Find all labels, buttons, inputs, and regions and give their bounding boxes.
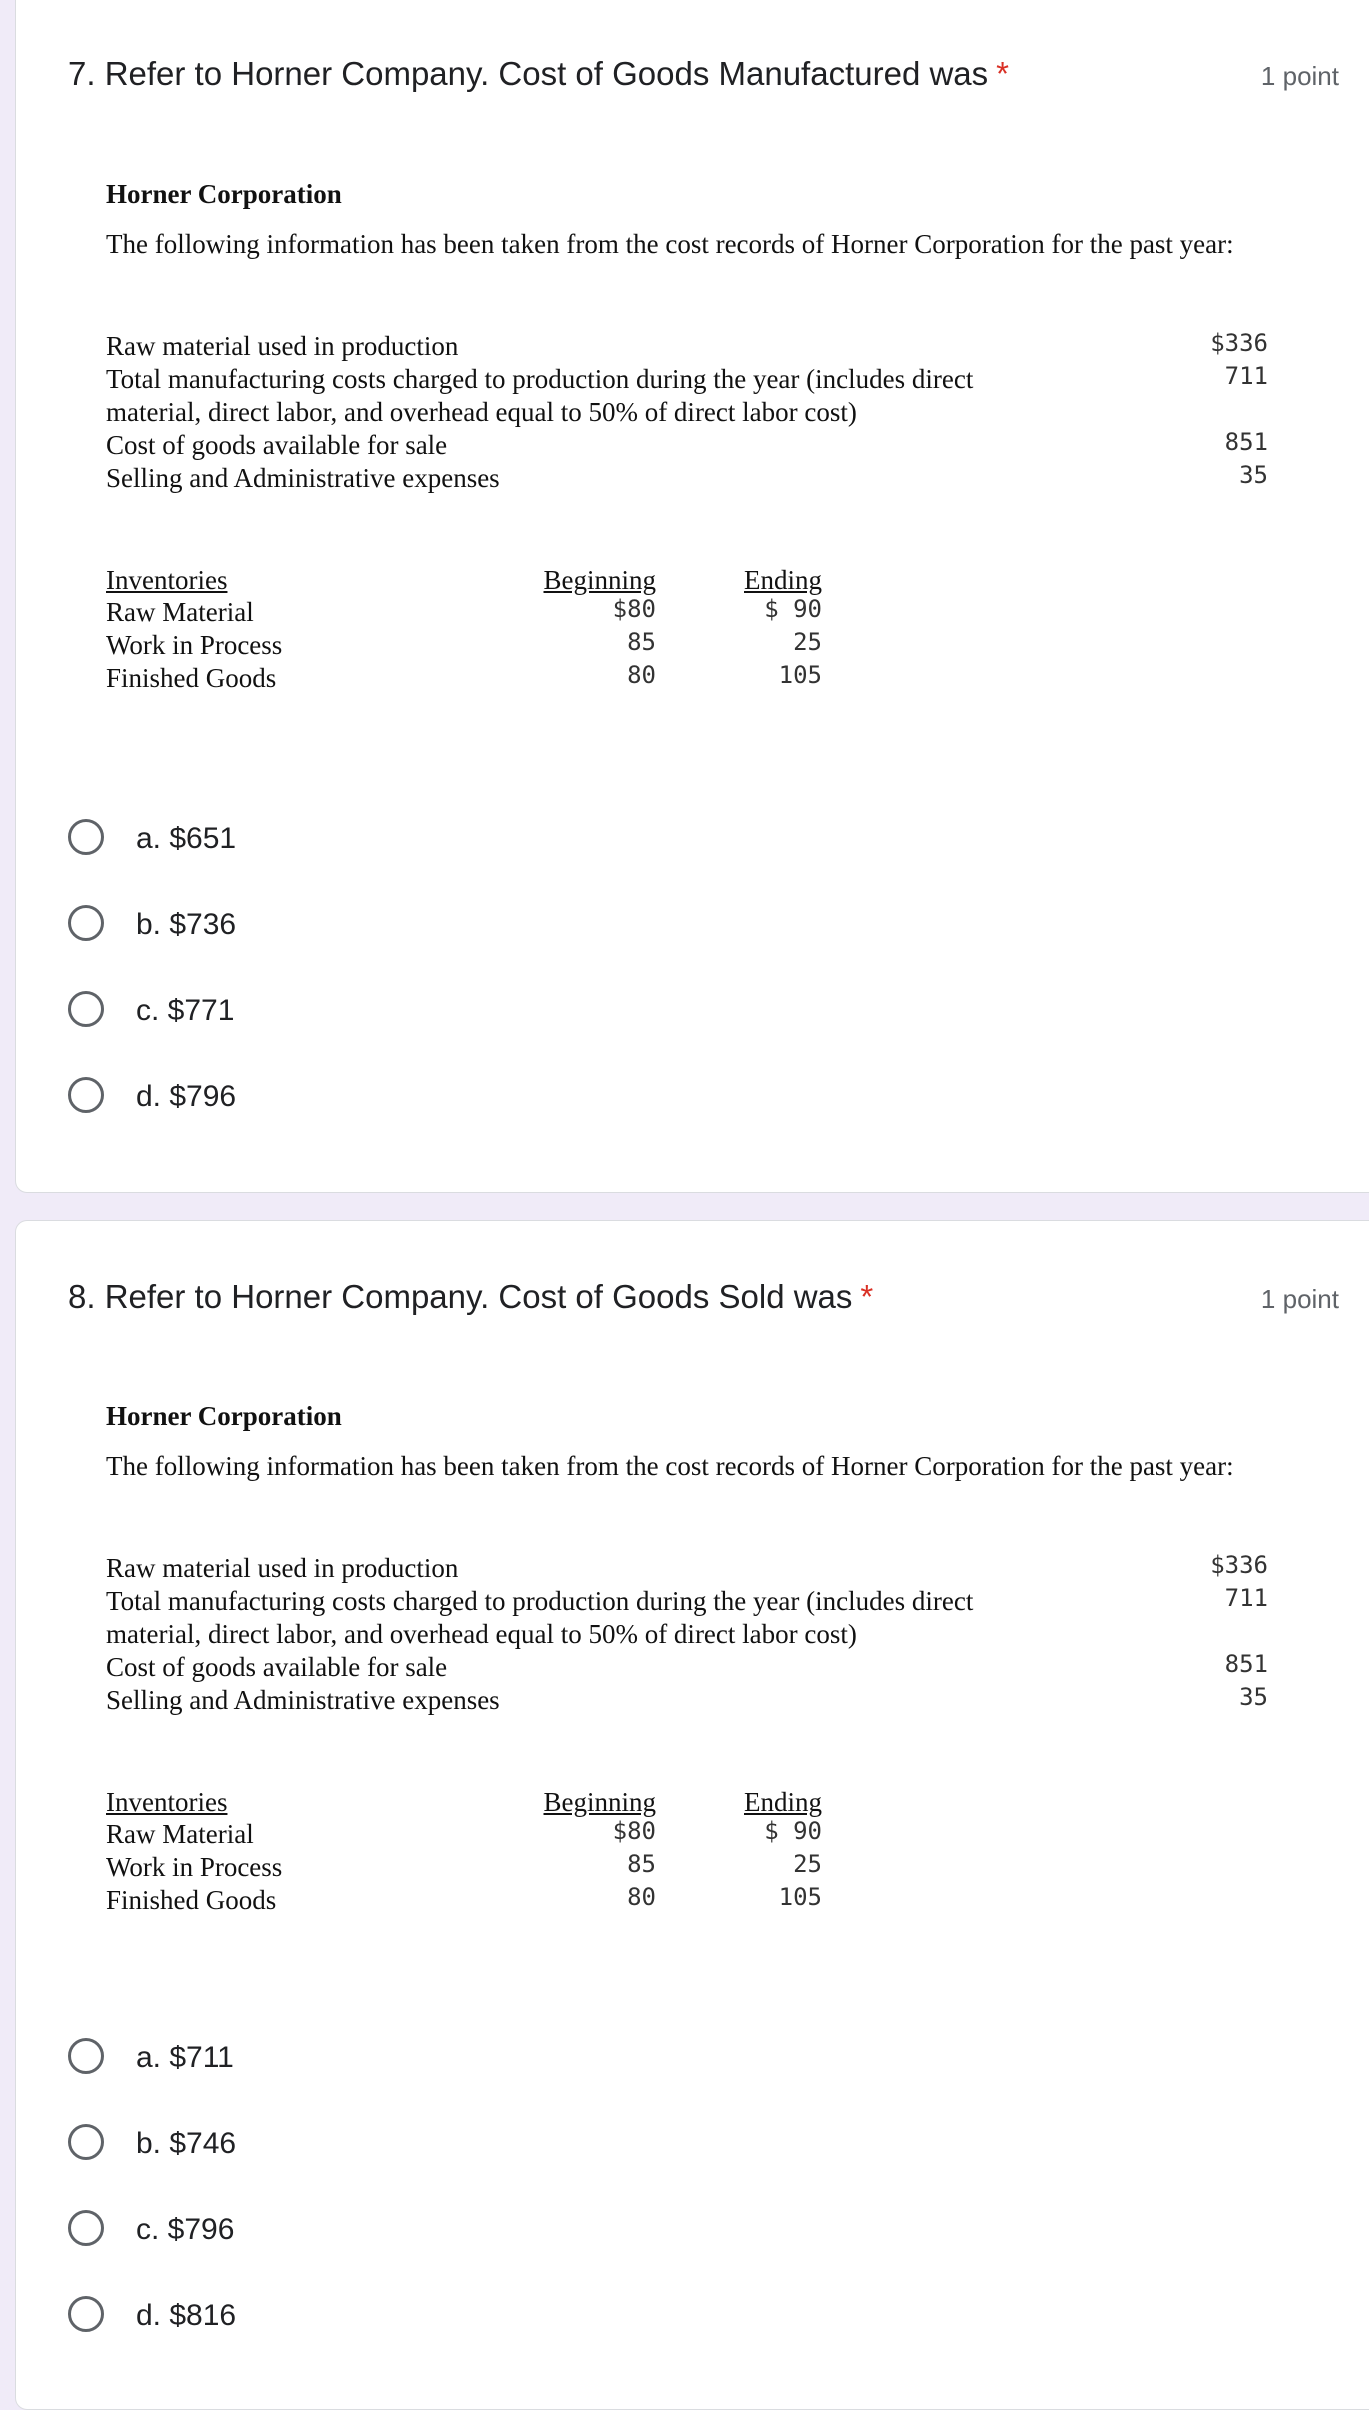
question-image bbox=[106, 1401, 1286, 1946]
option-label: b. $736 bbox=[136, 908, 237, 941]
cost-item-amount: 711 bbox=[1224, 1584, 1268, 1612]
cost-item-label: material, direct labor, and overhead equal to 50% of direct labor cost) bbox=[106, 1619, 857, 1649]
answer-option-c[interactable] bbox=[68, 2208, 668, 2258]
inventory-beginning-value: 80 bbox=[627, 661, 656, 689]
answer-option-d[interactable] bbox=[68, 1075, 668, 1125]
option-label: b. $746 bbox=[136, 2127, 237, 2160]
question-image bbox=[106, 179, 1286, 724]
cost-item-label: Total manufacturing costs charged to production during the year (includes direct bbox=[106, 1586, 974, 1616]
radio-button[interactable] bbox=[68, 991, 104, 1027]
question-card-8 bbox=[15, 1220, 1369, 2410]
company-name: Horner Corporation bbox=[106, 179, 342, 209]
inventory-ending-value: 105 bbox=[778, 661, 822, 689]
radio-button[interactable] bbox=[68, 2296, 104, 2332]
inventory-ending-value: $ 90 bbox=[764, 1817, 822, 1845]
answer-option-c[interactable] bbox=[68, 989, 668, 1039]
question-title: 8. Refer to Horner Company. Cost of Goods Sold was * bbox=[68, 1278, 874, 1315]
cost-item-label: Total manufacturing costs charged to production during the year (includes direct bbox=[106, 364, 974, 394]
cost-item-amount: 851 bbox=[1224, 1650, 1268, 1678]
inventory-beginning-value: $80 bbox=[612, 595, 656, 623]
inventory-header-label: Inventories bbox=[106, 565, 228, 595]
cost-item-amount: 35 bbox=[1239, 461, 1268, 489]
inventory-row-label: Finished Goods bbox=[106, 663, 277, 693]
inventory-ending-value: $ 90 bbox=[764, 595, 822, 623]
required-asterisk: * bbox=[860, 1278, 874, 1315]
inventory-header-ending: Ending bbox=[744, 565, 822, 595]
radio-button[interactable] bbox=[68, 2124, 104, 2160]
option-label: a. $651 bbox=[136, 822, 237, 855]
inventory-ending-value: 105 bbox=[778, 1883, 822, 1911]
inventory-header-beginning: Beginning bbox=[543, 565, 656, 595]
radio-button[interactable] bbox=[68, 2038, 104, 2074]
inventory-row-label: Finished Goods bbox=[106, 1885, 277, 1915]
radio-button[interactable] bbox=[68, 905, 104, 941]
option-label: a. $711 bbox=[136, 2041, 234, 2074]
inventory-row-label: Raw Material bbox=[106, 597, 254, 627]
question-title: 7. Refer to Horner Company. Cost of Goods Manufactured was * bbox=[68, 55, 1009, 92]
cost-item-amount: 851 bbox=[1224, 428, 1268, 456]
answer-option-b[interactable] bbox=[68, 903, 668, 953]
inventory-beginning-value: 80 bbox=[627, 1883, 656, 1911]
question-header bbox=[68, 55, 1339, 105]
option-label: c. $796 bbox=[136, 2213, 235, 2246]
inventory-ending-value: 25 bbox=[793, 628, 822, 656]
option-label: d. $796 bbox=[136, 1080, 237, 1113]
inventory-header-beginning: Beginning bbox=[543, 1787, 656, 1817]
cost-item-label: Raw material used in production bbox=[106, 1553, 459, 1583]
cost-item-label: Raw material used in production bbox=[106, 331, 459, 361]
company-name: Horner Corporation bbox=[106, 1401, 342, 1431]
cost-item-label: Cost of goods available for sale bbox=[106, 430, 448, 460]
radio-button[interactable] bbox=[68, 819, 104, 855]
cost-item-label: material, direct labor, and overhead equal to 50% of direct labor cost) bbox=[106, 397, 857, 427]
inventory-row-label: Work in Process bbox=[106, 630, 283, 660]
inventory-header-label: Inventories bbox=[106, 1787, 228, 1817]
answer-option-a[interactable] bbox=[68, 2036, 668, 2086]
cost-item-label: Selling and Administrative expenses bbox=[106, 463, 500, 493]
inventory-ending-value: 25 bbox=[793, 1850, 822, 1878]
question-header bbox=[68, 1278, 1339, 1328]
radio-button[interactable] bbox=[68, 1077, 104, 1113]
question-points: 1 point bbox=[1260, 1284, 1339, 1314]
option-label: d. $816 bbox=[136, 2299, 237, 2332]
radio-button[interactable] bbox=[68, 2210, 104, 2246]
cost-item-amount: 711 bbox=[1224, 362, 1268, 390]
answer-option-b[interactable] bbox=[68, 2122, 668, 2172]
cost-item-amount: $336 bbox=[1210, 1551, 1268, 1579]
inventory-header-ending: Ending bbox=[744, 1787, 822, 1817]
inventory-row-label: Work in Process bbox=[106, 1852, 283, 1882]
intro-text: The following information has been taken from the cost records of Horner Corporation for the past year: bbox=[106, 229, 1234, 259]
inventory-row-label: Raw Material bbox=[106, 1819, 254, 1849]
inventory-beginning-value: 85 bbox=[627, 1850, 656, 1878]
intro-text: The following information has been taken from the cost records of Horner Corporation for the past year: bbox=[106, 1451, 1234, 1481]
cost-item-amount: 35 bbox=[1239, 1683, 1268, 1711]
cost-item-label: Cost of goods available for sale bbox=[106, 1652, 448, 1682]
cost-item-label: Selling and Administrative expenses bbox=[106, 1685, 500, 1715]
question-card-7 bbox=[15, 0, 1369, 1193]
required-asterisk: * bbox=[996, 55, 1009, 92]
answer-option-d[interactable] bbox=[68, 2294, 668, 2344]
inventory-beginning-value: 85 bbox=[627, 628, 656, 656]
question-points: 1 point bbox=[1260, 61, 1339, 91]
inventory-beginning-value: $80 bbox=[612, 1817, 656, 1845]
answer-option-a[interactable] bbox=[68, 817, 668, 867]
cost-item-amount: $336 bbox=[1210, 329, 1268, 357]
option-label: c. $771 bbox=[136, 994, 235, 1027]
